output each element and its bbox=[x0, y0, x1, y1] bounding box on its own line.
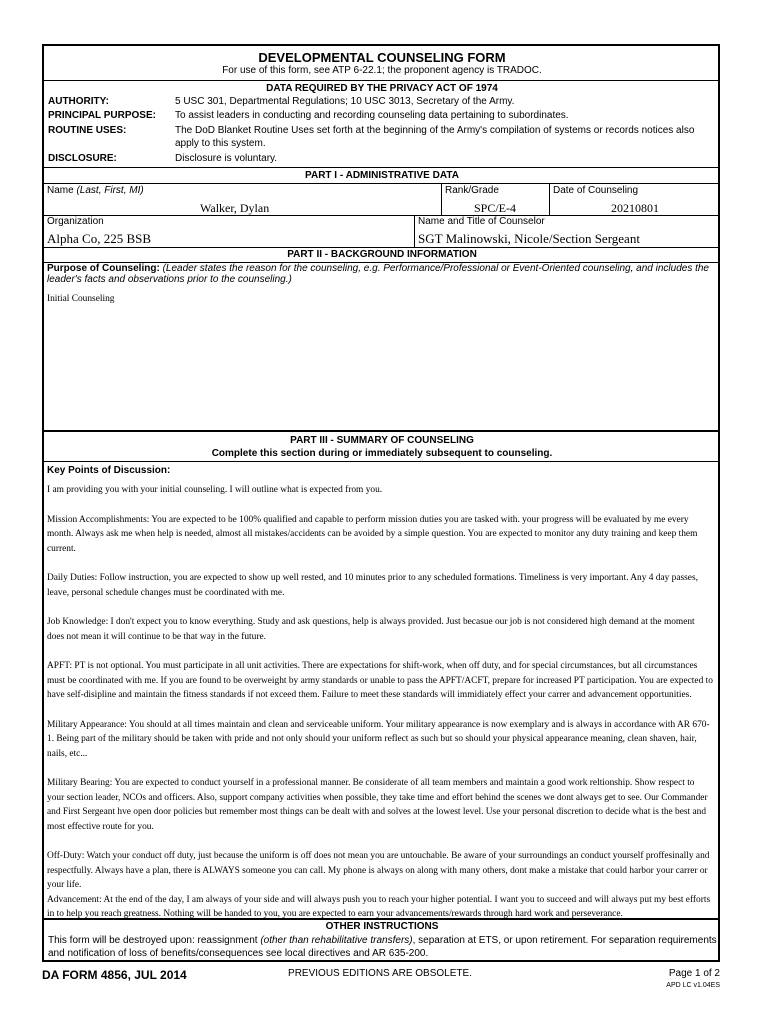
paragraph-daily-duties: Daily Duties: Follow instruction, you are expected to show up well rested, and 10 minutes prior to any scheduled formations. Timeliness is very important. Any 4 day passes, leave, personal schedule changes must be coordinated with me. bbox=[47, 573, 698, 598]
authority-label: AUTHORITY: bbox=[48, 96, 109, 107]
purpose-value[interactable]: Initial Counseling bbox=[47, 294, 115, 304]
form-number: DA FORM 4856, JUL 2014 bbox=[42, 968, 187, 982]
divider bbox=[44, 430, 720, 432]
purpose-label: Purpose of Counseling: bbox=[47, 263, 160, 274]
paragraph-off-duty: Off-Duty: Watch your conduct off duty, just because the uniform is off does not mean you are untouchable. Be aware of your surroundings an conduct yourself proffesinally and respectfully. Always have a plan, there is ALWAYS someone you can call. My phone is always on along with many others, dont make a mistake that could harbor your carrer or your life. bbox=[47, 851, 710, 890]
routine-uses-text: The DoD Blanket Routine Uses set forth at the beginning of the Army's compilation of systems or records notices also apply to this system. bbox=[175, 125, 695, 149]
name-hint: (Last, First, MI) bbox=[76, 185, 144, 196]
principal-purpose-label: PRINCIPAL PURPOSE: bbox=[48, 110, 156, 121]
other-instructions-text bbox=[48, 935, 718, 960]
rank-label: Rank/Grade bbox=[445, 185, 499, 196]
routine-uses-label: ROUTINE USES: bbox=[48, 125, 127, 136]
other-text-a: This form will be destroyed upon: reassignment bbox=[48, 935, 261, 946]
part2-heading: PART II - BACKGROUND INFORMATION bbox=[287, 249, 477, 260]
part1-heading: PART I - ADMINISTRATIVE DATA bbox=[305, 170, 459, 181]
paragraph-mission: Mission Accomplishments: You are expected to be 100% qualified and capable to perform mission duties you are tasked with. your progress will be evaluated by me every month. Always ask me when help is needed, almost all mistakes/accidents can be avoided by a simple question. You are expected to monitor any duty training and keep them current. bbox=[47, 514, 698, 554]
name-field-label bbox=[47, 185, 427, 197]
paragraph-job-knowledge: Job Knowledge: I don't expect you to know everything. Study and ask questions, help is always provided. Just becasue our job is not considered high demand at the moment does not mean it will continue to be that way in the future. bbox=[47, 617, 695, 642]
paragraph-appearance: Military Appearance: You should at all times maintain and clean and serviceable uniform. Your military appearance is now exemplary and is always in accordance with AR 670-1. Being part of the military should be taken with pride and not only should your uniform reflect as such but so should your physical appearance meaning, clean shaven, hair, nails, etc... bbox=[47, 719, 710, 759]
divider bbox=[44, 247, 720, 248]
divider bbox=[44, 918, 720, 920]
form-subtitle: For use of this form, see ATP 6-22.1; the proponent agency is TRADOC. bbox=[222, 65, 542, 76]
part3-heading: PART III - SUMMARY OF COUNSELING bbox=[290, 435, 474, 446]
organization-label: Organization bbox=[47, 216, 104, 227]
counselor-label: Name and Title of Counselor bbox=[418, 216, 545, 227]
authority-text: 5 USC 301, Departmental Regulations; 10 USC 3013, Secretary of the Army. bbox=[175, 96, 515, 107]
disclosure-text: Disclosure is voluntary. bbox=[175, 153, 278, 164]
disclosure-label: DISCLOSURE: bbox=[48, 153, 117, 164]
principal-purpose-text: To assist leaders in conducting and recording counseling data pertaining to subordinates. bbox=[175, 110, 569, 121]
purpose-of-counseling-label bbox=[47, 264, 715, 285]
purpose-hint: (Leader states the reason for the counseling, e.g. Performance/Professional or Event-Oriented counseling, and includes the leader's facts and observations prior to the counseling.) bbox=[47, 263, 709, 285]
name-value[interactable]: Walker, Dylan bbox=[200, 201, 270, 215]
organization-value[interactable]: Alpha Co, 225 BSB bbox=[47, 231, 152, 246]
paragraph-advancement: Advancement: At the end of the day, I am always of your side and will always push you to reach your higher potential. I want you to succeed and will always put my best efforts in to help you reach greatness. Nothing will be handed to you, you are expected to earn your advancements/rewards through hard work and perseverance. bbox=[47, 894, 711, 919]
divider bbox=[44, 183, 720, 184]
paragraph-intro: I am providing you with your initial counseling. I will outline what is expected from you. bbox=[47, 485, 383, 495]
key-points-body[interactable] bbox=[47, 483, 713, 922]
divider bbox=[44, 80, 720, 81]
form-title: DEVELOPMENTAL COUNSELING FORM bbox=[258, 50, 506, 65]
key-points-label: Key Points of Discussion: bbox=[47, 465, 171, 476]
counselor-value[interactable]: SGT Malinowski, Nicole/Section Sergeant bbox=[418, 231, 640, 246]
rank-value[interactable]: SPC/E-4 bbox=[473, 201, 516, 215]
privacy-heading: DATA REQUIRED BY THE PRIVACY ACT OF 1974 bbox=[266, 83, 498, 94]
date-value[interactable]: 20210801 bbox=[611, 201, 659, 215]
obsolete-notice: PREVIOUS EDITIONS ARE OBSOLETE. bbox=[288, 968, 472, 979]
other-instructions-heading: OTHER INSTRUCTIONS bbox=[325, 921, 439, 932]
divider bbox=[44, 167, 720, 168]
version: APD LC v1.04ES bbox=[666, 982, 720, 989]
divider bbox=[414, 215, 415, 247]
part3-subheading: Complete this section during or immediately subsequent to counseling. bbox=[211, 448, 553, 459]
other-text-b: , separation at ETS, or upon retirement. For separation requirements and notification of loss of benefits/consequences see local directives and AR 635-200. bbox=[48, 935, 717, 959]
name-label: Name bbox=[47, 185, 74, 196]
paragraph-apft: APFT: PT is not optional. You must participate in all unit activities. There are expectations for shift-work, when off duty, and for special circumstances, but all circumstances must be coordinated with me. If you are found to be overweight by army standards or unable to pass the APFT/ACFT, prepare for increased PT participation. You are expected to have self-disipline and maintain the fitness standards if not exceed them. Failure to meet these standards will immidiately effect your carrer and advancement opportunities. bbox=[47, 661, 713, 700]
paragraph-bearing: Military Bearing: You are expected to conduct yourself in a professional manner. Be considerate of all team members and maintain a good work reltionship. Show respect to your section leader, NCOs and officers. Also, support company activities when possible, they take time and effort behind the scenes we dont always get to see. Our Commander and First Sergeant hve open door policies but remember most things can be dealt with and solves at the lowest level. Use your personal discretion to decide what is the best and most effective route for you. bbox=[47, 778, 708, 832]
page-number: Page 1 of 2 bbox=[668, 968, 720, 979]
divider bbox=[44, 461, 720, 462]
other-text-italic: (other than rehabilitative transfers) bbox=[260, 935, 413, 946]
date-label: Date of Counseling bbox=[553, 185, 639, 196]
